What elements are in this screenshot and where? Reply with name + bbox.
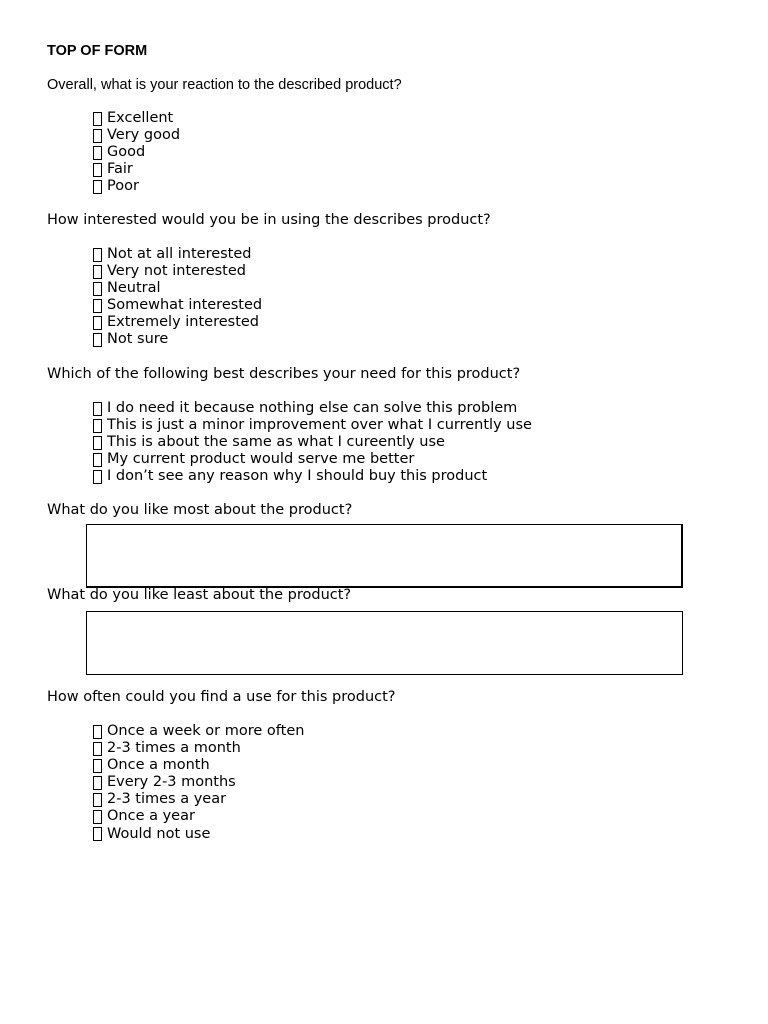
option-minor-improvement[interactable] — [93, 417, 532, 434]
checkbox-icon[interactable] — [93, 470, 102, 484]
option-label: Not sure — [107, 331, 169, 348]
checkbox-icon[interactable] — [93, 163, 102, 177]
checkbox-icon[interactable] — [93, 129, 102, 143]
need-options — [93, 400, 532, 485]
frequency-options — [93, 723, 304, 843]
checkbox-icon[interactable] — [93, 299, 102, 313]
checkbox-icon[interactable] — [93, 248, 102, 262]
checkbox-icon[interactable] — [93, 725, 102, 739]
checkbox-icon[interactable] — [93, 776, 102, 790]
option-label: Once a month — [107, 757, 210, 774]
option-label: Not at all interested — [107, 246, 252, 262]
checkbox-icon[interactable] — [93, 180, 102, 194]
checkbox-icon[interactable] — [93, 265, 102, 279]
option-no-reason[interactable] — [93, 468, 532, 485]
option-label: Fair — [107, 161, 133, 178]
option-poor[interactable] — [93, 178, 180, 195]
option-label: Very not interested — [107, 263, 246, 280]
checkbox-icon[interactable] — [93, 759, 102, 773]
option-label: Somewhat interested — [107, 297, 263, 314]
option-label: Poor — [107, 178, 139, 195]
option-not-at-all-interested[interactable] — [93, 246, 262, 263]
question-interest: How interested would you be in using the describes product? — [47, 212, 491, 228]
reaction-options — [93, 110, 180, 195]
checkbox-icon[interactable] — [93, 402, 102, 416]
question-reaction: Overall, what is your reaction to the described product? — [47, 77, 402, 93]
like-most-textarea[interactable] — [86, 524, 683, 588]
option-label: Very good — [107, 127, 181, 144]
option-fair[interactable] — [93, 161, 180, 178]
checkbox-icon[interactable] — [93, 436, 102, 450]
option-2-3-monthly[interactable] — [93, 740, 304, 757]
option-label: Once a year — [107, 808, 195, 825]
option-very-good[interactable] — [93, 127, 180, 144]
option-current-product-better[interactable] — [93, 451, 532, 468]
checkbox-icon[interactable] — [93, 453, 102, 467]
option-about-the-same[interactable] — [93, 434, 532, 451]
option-every-2-3-months[interactable] — [93, 774, 304, 791]
option-yearly[interactable] — [93, 808, 304, 825]
option-label: Excellent — [107, 110, 174, 126]
option-neutral[interactable] — [93, 280, 262, 297]
checkbox-icon[interactable] — [93, 316, 102, 330]
option-good[interactable] — [93, 144, 180, 161]
checkbox-icon[interactable] — [93, 827, 102, 841]
option-label: I do need it because nothing else can solve this problem — [107, 400, 518, 416]
option-label: Every 2-3 months — [107, 774, 236, 791]
checkbox-icon[interactable] — [93, 419, 102, 433]
question-need: Which of the following best describes your need for this product? — [47, 366, 521, 382]
option-somewhat-interested[interactable] — [93, 297, 262, 314]
form-title: TOP OF FORM — [47, 43, 148, 59]
option-excellent[interactable] — [93, 110, 180, 127]
option-label: This is just a minor improvement over what I currently use — [107, 417, 532, 434]
option-label: This is about the same as what I cureently use — [107, 434, 445, 451]
option-label: Neutral — [107, 280, 161, 297]
option-would-not-use[interactable] — [93, 826, 304, 843]
question-frequency: How often could you find a use for this product? — [47, 689, 396, 705]
option-extremely-interested[interactable] — [93, 314, 262, 331]
option-label: I don’t see any reason why I should buy this product — [107, 468, 488, 485]
question-like-most: What do you like most about the product? — [47, 502, 353, 518]
checkbox-icon[interactable] — [93, 282, 102, 296]
option-label: Good — [107, 144, 146, 161]
checkbox-icon[interactable] — [93, 810, 102, 824]
option-monthly[interactable] — [93, 757, 304, 774]
option-2-3-yearly[interactable] — [93, 791, 304, 808]
option-label: Would not use — [107, 825, 211, 842]
option-very-not-interested[interactable] — [93, 263, 262, 280]
checkbox-icon[interactable] — [93, 793, 102, 807]
option-not-sure[interactable] — [93, 331, 262, 348]
option-label: 2-3 times a year — [107, 791, 227, 808]
like-least-textarea[interactable] — [86, 611, 683, 675]
checkbox-icon[interactable] — [93, 146, 102, 160]
question-like-least: What do you like least about the product? — [47, 587, 352, 603]
checkbox-icon[interactable] — [93, 333, 102, 347]
checkbox-icon[interactable] — [93, 112, 102, 126]
option-label: My current product would serve me better — [107, 451, 415, 468]
option-need-it[interactable] — [93, 400, 532, 417]
option-weekly[interactable] — [93, 723, 304, 740]
option-label: 2-3 times a month — [107, 740, 241, 757]
checkbox-icon[interactable] — [93, 742, 102, 756]
interest-options — [93, 246, 262, 349]
option-label: Once a week or more often — [107, 723, 305, 739]
option-label: Extremely interested — [107, 314, 260, 331]
